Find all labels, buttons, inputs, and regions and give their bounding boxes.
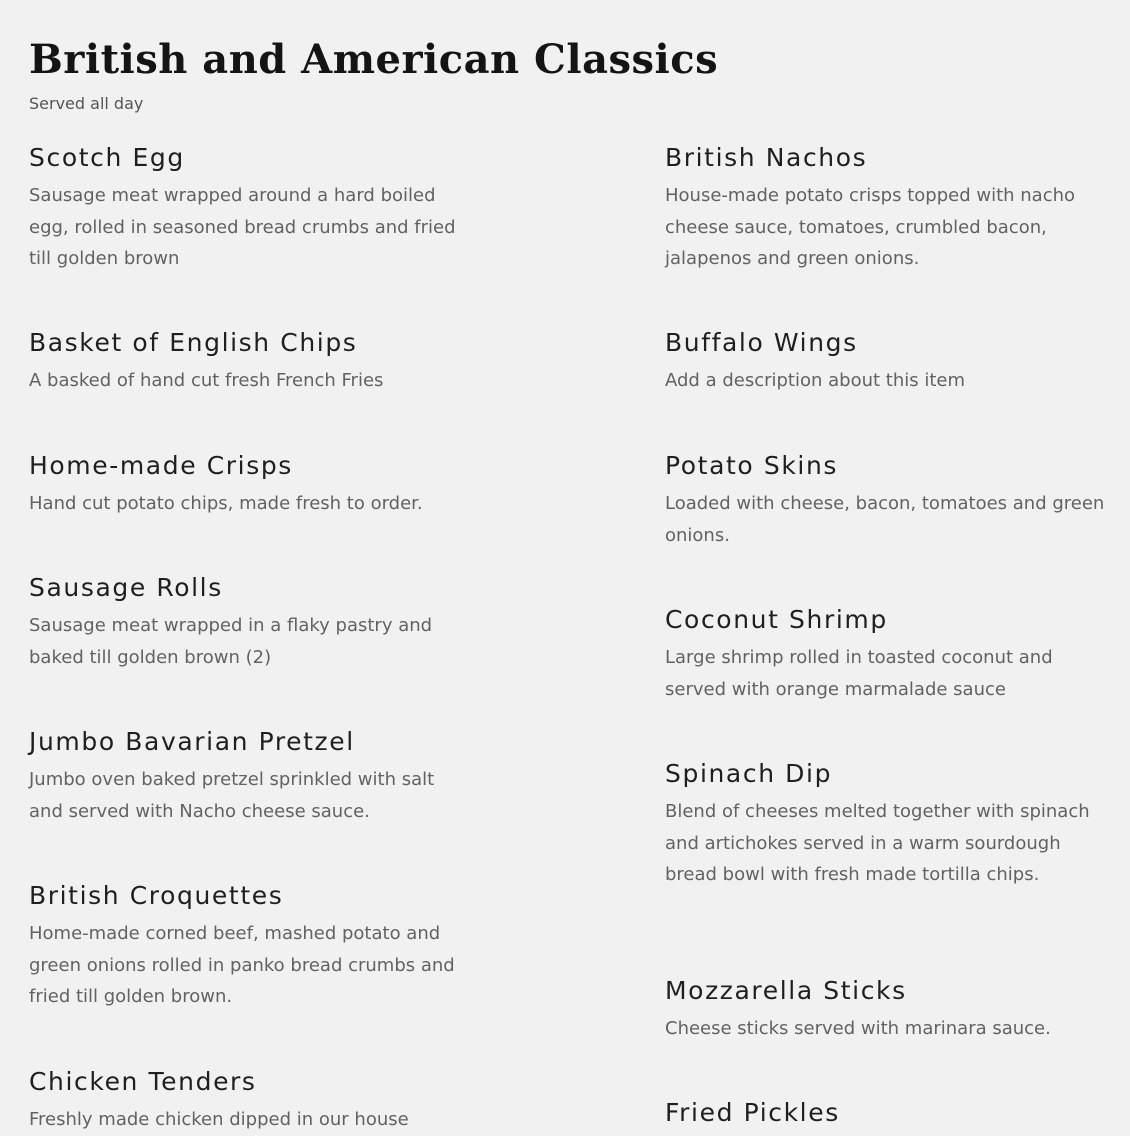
menu-item-british-croquettes: [29, 879, 469, 1013]
item-description: Add a description about this item: [665, 370, 966, 391]
item-description: A basked of hand cut fresh French Fries: [29, 370, 384, 391]
menu-item-mozzarella-sticks: [665, 974, 1105, 1045]
item-description: Home-made corned beef, mashed potato and green onions rolled in panko bread crumbs and fried till golden brown.: [29, 923, 455, 1007]
menu-item-jumbo-bavarian-pretzel: [29, 725, 469, 827]
item-name: Buffalo Wings: [665, 328, 858, 357]
item-description: Freshly made chicken dipped in our house: [29, 1109, 409, 1130]
item-description: Sausage meat wrapped in a flaky pastry and baked till golden brown (2): [29, 615, 433, 668]
menu-item-coconut-shrimp: [665, 603, 1105, 705]
menu-item-home-made-crisps: [29, 449, 469, 520]
item-description: Hand cut potato chips, made fresh to order.: [29, 493, 423, 514]
item-name: Mozzarella Sticks: [665, 976, 907, 1005]
item-name: Sausage Rolls: [29, 573, 223, 602]
item-name: Coconut Shrimp: [665, 605, 888, 634]
menu-item-british-nachos: [665, 141, 1105, 275]
menu-item-potato-skins: [665, 449, 1105, 551]
item-name: Fried Pickles: [665, 1098, 840, 1127]
item-name: Potato Skins: [665, 451, 839, 480]
menu-item-scotch-egg: [29, 141, 469, 275]
section-subtitle: Served all day: [29, 94, 144, 113]
item-name: Basket of English Chips: [29, 328, 358, 357]
item-name: Home-made Crisps: [29, 451, 293, 480]
item-description: Loaded with cheese, bacon, tomatoes and green onions.: [665, 493, 1105, 546]
menu-item-buffalo-wings: [665, 326, 1105, 397]
item-name: Spinach Dip: [665, 759, 833, 788]
item-name: British Nachos: [665, 143, 868, 172]
page-title: British and American Classics: [29, 36, 719, 83]
menu-item-spinach-dip: [665, 757, 1105, 891]
item-description: Jumbo oven baked pretzel sprinkled with salt and served with Nacho cheese sauce.: [29, 769, 435, 822]
item-description: Cheese sticks served with marinara sauce.: [665, 1018, 1051, 1039]
item-name: Jumbo Bavarian Pretzel: [29, 727, 355, 756]
item-name: Chicken Tenders: [29, 1067, 257, 1096]
item-description: House-made potato crisps topped with nacho cheese sauce, tomatoes, crumbled bacon, jalapenos and green onions.: [665, 185, 1076, 269]
menu-item-chicken-tenders: [29, 1065, 469, 1136]
menu-item-basket-of-english-chips: [29, 326, 469, 397]
item-name: Scotch Egg: [29, 143, 185, 172]
item-description: Blend of cheeses melted together with spinach and artichokes served in a warm sourdough bread bowl with fresh made tortilla chips.: [665, 801, 1090, 885]
menu-item-sausage-rolls: [29, 571, 469, 673]
item-name: British Croquettes: [29, 881, 284, 910]
menu-item-fried-pickles: [665, 1096, 1105, 1135]
item-description: Sausage meat wrapped around a hard boiled egg, rolled in seasoned bread crumbs and fried till golden brown: [29, 185, 456, 269]
item-description: Large shrimp rolled in toasted coconut and served with orange marmalade sauce: [665, 647, 1053, 700]
